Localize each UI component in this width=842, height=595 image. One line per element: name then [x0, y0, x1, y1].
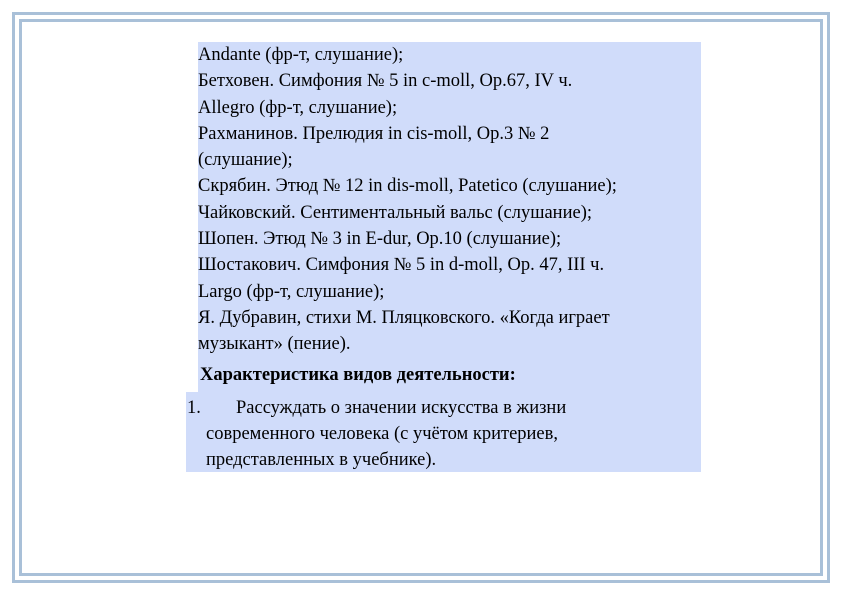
repertoire-line: Рахманинов. Прелюдия in cis-moll, Op.3 № 2 [198, 123, 550, 144]
repertoire-line: (слушание); [198, 150, 293, 171]
repertoire-line: Largo (фр-т, слушание); [198, 281, 385, 302]
repertoire-line: Andante (фр-т, слушание); [198, 45, 404, 65]
activity-item-line: современного человека (с учётом критериев, [206, 424, 558, 444]
repertoire-text-block [198, 42, 701, 392]
activity-list-block [186, 392, 701, 472]
activity-item-line: представленных в учебнике). [206, 450, 437, 470]
repertoire-line: Я. Дубравин, стихи М. Пляцковского. «Когда играет [198, 307, 610, 328]
repertoire-line: Чайковский. Сентиментальный вальс (слушание); [198, 202, 592, 223]
activity-item-number: 1. [187, 398, 201, 418]
activity-heading: Характеристика видов деятельности: [200, 365, 516, 385]
repertoire-line: Allegro (фр-т, слушание); [198, 97, 398, 118]
repertoire-line: Шопен. Этюд № 3 in E-dur, Op.10 (слушание); [198, 229, 562, 250]
repertoire-line: Бетховен. Симфония № 5 in c-moll, Op.67, IV ч. [198, 71, 573, 92]
repertoire-line: Скрябин. Этюд № 12 in dis-moll, Patetico (слушание); [198, 176, 617, 197]
repertoire-line: Шостакович. Симфония № 5 in d-moll, Op. 47, III ч. [198, 255, 605, 276]
activity-item-line: Рассуждать о значении искусства в жизни [236, 398, 567, 418]
repertoire-list [198, 42, 617, 358]
repertoire-line: музыкант» (пение). [198, 334, 351, 355]
